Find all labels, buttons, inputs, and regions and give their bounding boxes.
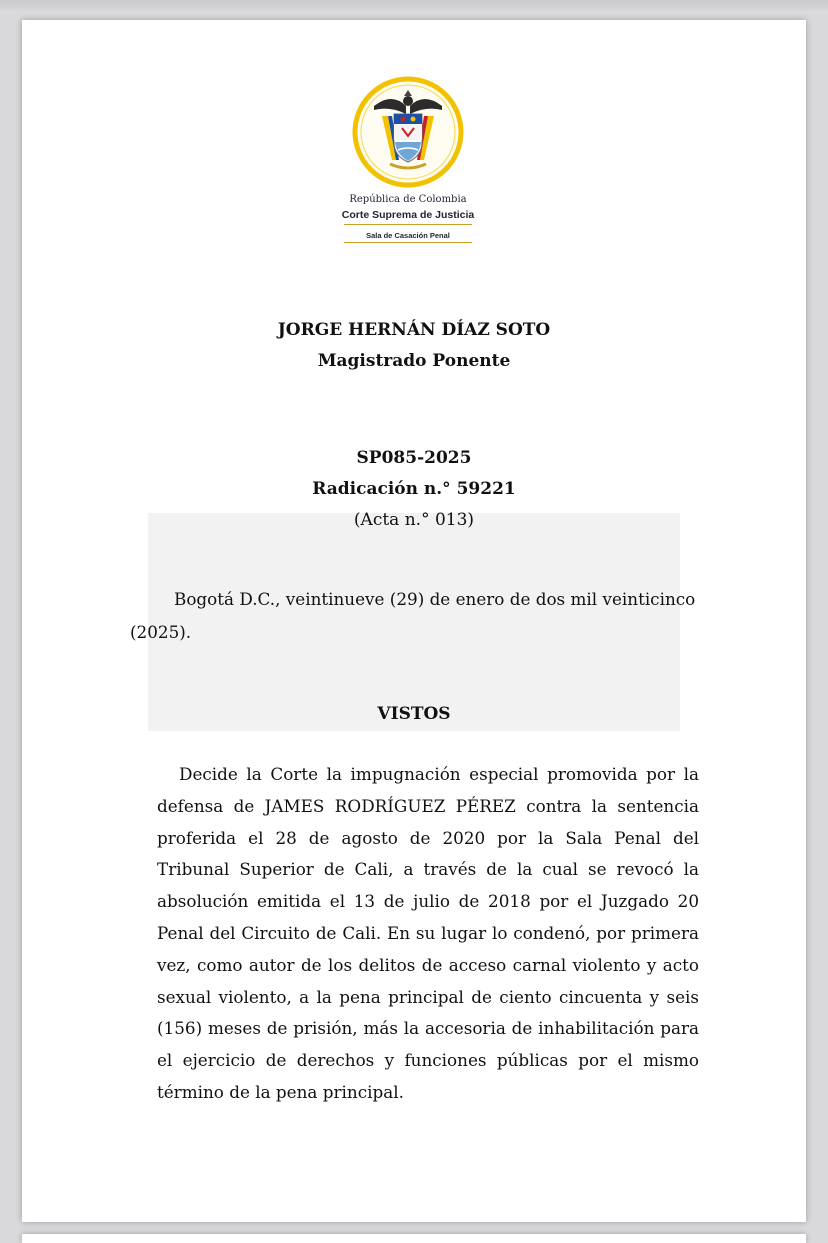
- decision-number: SP085-2025: [356, 448, 472, 468]
- document-page: [22, 20, 806, 1222]
- acta-number: (Acta n.° 013): [353, 510, 475, 530]
- body-paragraph: Decide la Corte la impugnación especial promovida por la defensa de JAMES RODRÍGUEZ PÉREZ contra la sentencia proferida el 28 de agosto de 2020 por la Sala Penal del Tribunal Superior de Cali, a través de la cual se revocó la absolución emitida el 13 de julio de 2018 por el Juzgado 20 Penal del Circuito de Cali. En su lugar lo condenó, por primera vez, como autor de los delitos de acceso carnal violento y acto sexual violento, a la pena principal de ciento cincuenta y seis (156) meses de prisión, más la accesoria de inhabilitación para el ejercicio de derechos y funciones públicas por el mismo término de la pena principal.: [157, 764, 699, 1102]
- seal-chamber-text: Sala de Casación Penal: [366, 231, 450, 240]
- seal-divider: [344, 224, 472, 225]
- magistrate-name: JORGE HERNÁN DÍAZ SOTO: [277, 320, 551, 340]
- seal-court-text: Corte Suprema de Justicia: [341, 209, 475, 221]
- next-page-edge: [22, 1234, 806, 1243]
- seal-republic-text: República de Colombia: [349, 194, 467, 205]
- section-heading-vistos: VISTOS: [377, 704, 451, 724]
- magistrate-role: Magistrado Ponente: [317, 351, 511, 371]
- date-line: Bogotá D.C., veintinueve (29) de enero de dos mil veinticinco (2025).: [130, 589, 696, 642]
- colombia-coat-of-arms-seal: [352, 76, 464, 188]
- radicacion-number: Radicación n.° 59221: [312, 479, 516, 499]
- viewer-top-edge: [0, 0, 828, 14]
- seal-divider: [344, 242, 472, 243]
